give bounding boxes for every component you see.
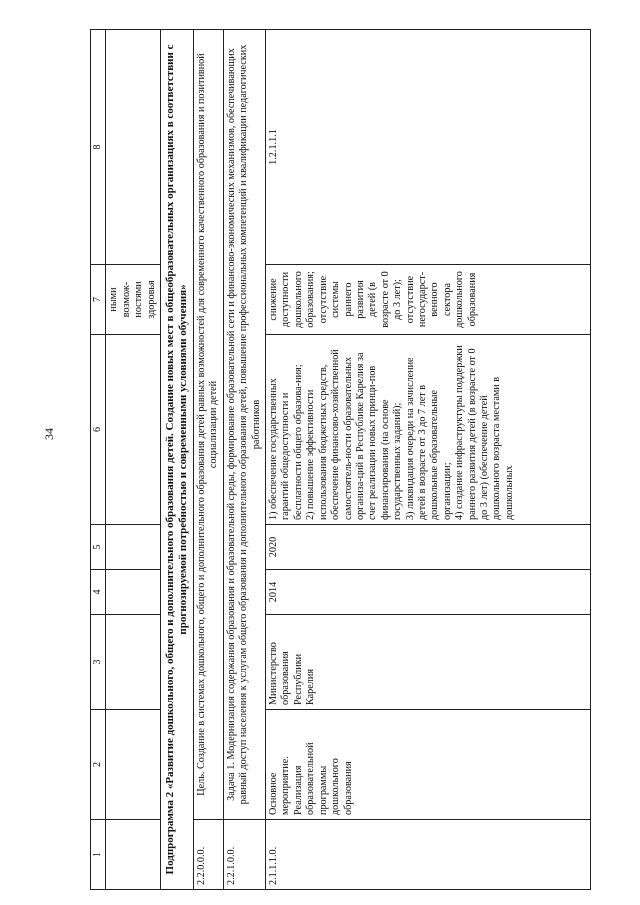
task-row — [223, 30, 265, 890]
rotated-table-container — [90, 30, 610, 890]
program-table — [90, 29, 591, 890]
task-code: 2.2.1.0.0. — [223, 820, 265, 890]
header-col-1: 1 — [91, 820, 106, 890]
activity-indicator: 1.2.1.1.1 — [266, 30, 591, 265]
page-number: 34 — [42, 428, 56, 440]
header-col-5: 5 — [91, 525, 106, 570]
activity-results: 1) обеспечение государственных гарантий общедоступности и бесплатности общего образова-ния; 2) повышение эффективности использования бюджетных средств, обеспечение финансово-хозяйственной самостоятель-ности образовательных организа-ций в Республике Карелия за счет реализации новых принци-пов финансирования (на основе государственных заданий); 3) ликвидация очереди на зачисление детей в возрасте от 3 до 7 лет в дошкольные образовательные организации; 4) создание инфраструктуры поддержки раннего развития детей (в возрасте от 0 до 3 лет) (обеспечение детей дошкольного возраста местами в дошкольных — [266, 335, 591, 525]
task-text: Задача 1. Модернизация содержания образования и образовательной среды, формирование образовательной сети и финансово-экономических механизмов, обеспечивающих равный доступ населения к услугам общего образования и дополнительного образования детей, повышение профессиональных компетенций и квалификации педагогических работников — [223, 30, 265, 820]
header-col-3: 3 — [91, 615, 106, 710]
header-col-4: 4 — [91, 570, 106, 615]
continuation-consequences: ными возмож-ностями здоровья — [106, 265, 161, 335]
activity-end-year: 2020 — [266, 525, 591, 570]
subprogram-row — [161, 30, 194, 890]
activity-consequences: снижение доступности дошкольного образования; отсутствие системы раннего развития детей (в возрасте от 0 до 3 лет); отсутствие негосударст-венного сектора дошкольного образования — [266, 265, 591, 335]
goal-row — [194, 30, 224, 890]
header-col-2: 2 — [91, 710, 106, 820]
subprogram-title: Подпрограмма 2 «Развитие дошкольного, общего и дополнительного образования детей. Создание новых мест в общеобразовательных организациях в соответствии с прогнозируемой потребностью и современными условиями обучения» — [161, 30, 194, 890]
table-header-row — [91, 30, 106, 890]
activity-row — [266, 30, 591, 890]
continuation-row — [106, 30, 161, 890]
goal-text: Цель. Создание в системах дошкольного, общего и дополнительного образования детей равных возможностей для современного качественного образования и позитивной социализации детей — [194, 30, 224, 820]
activity-start-year: 2014 — [266, 570, 591, 615]
activity-code: 2.1.1.1.0. — [266, 820, 591, 890]
goal-code: 2.2.0.0.0. — [194, 820, 224, 890]
header-col-6: 6 — [91, 335, 106, 525]
header-col-7: 7 — [91, 265, 106, 335]
header-col-8: 8 — [91, 30, 106, 265]
activity-name: Основное мероприятие. Реализация образовательной программы дошкольного образования — [266, 710, 591, 820]
activity-executor: Министерство образования Республики Карелия — [266, 615, 591, 710]
